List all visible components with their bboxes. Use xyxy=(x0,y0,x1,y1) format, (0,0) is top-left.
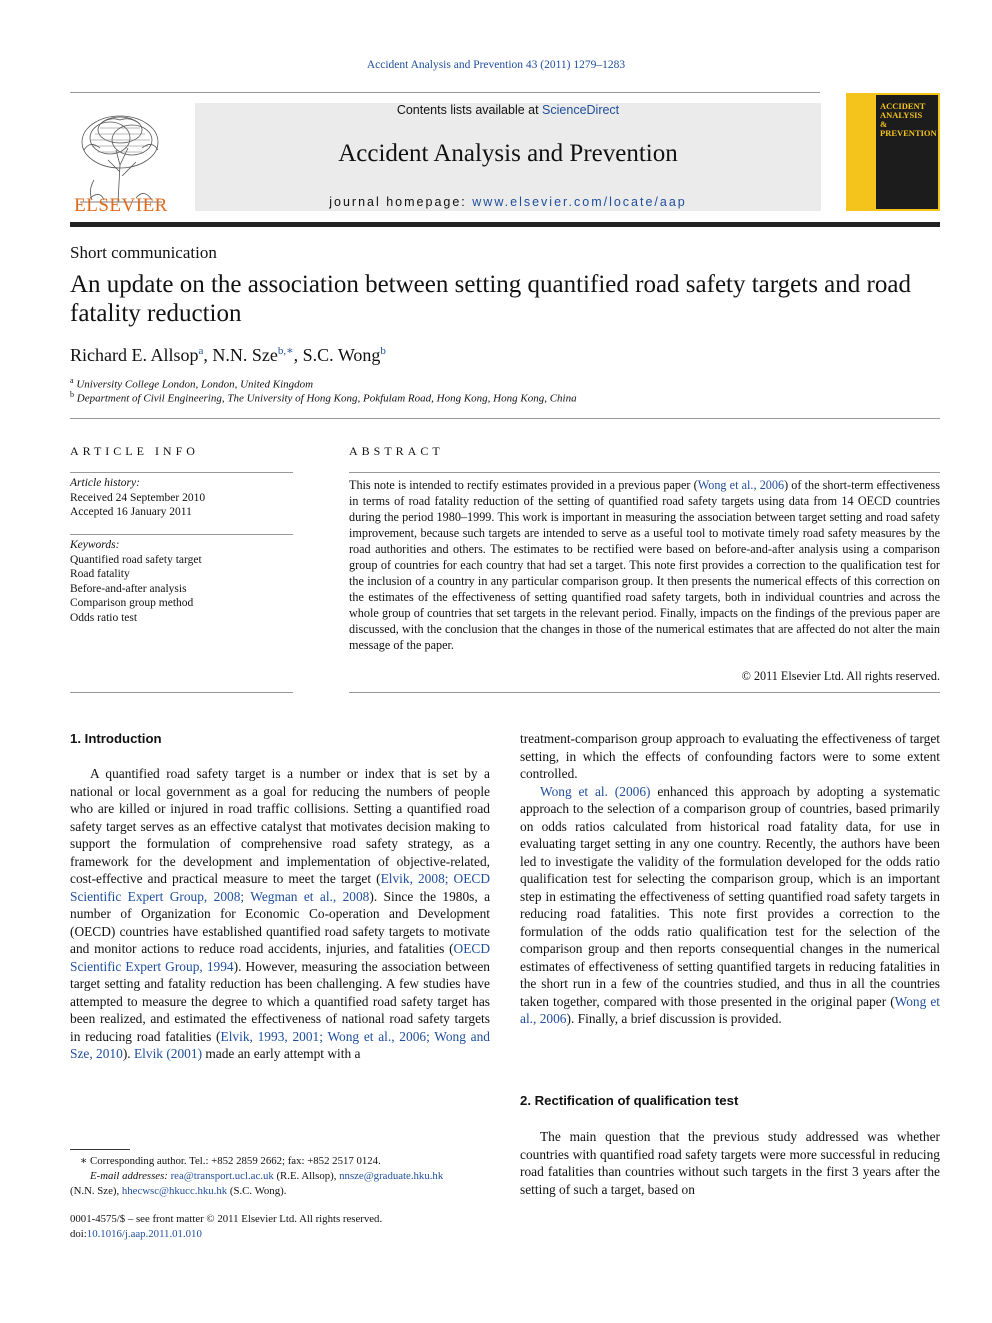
citation-link[interactable]: OECD Scientific Expert Group, 1994 xyxy=(70,941,490,974)
email-owner: (S.C. Wong). xyxy=(227,1185,287,1197)
citation-link[interactable]: Elvik, 2008; OECD Scientific Expert Group, 2008; Wegman et al., 2008 xyxy=(70,871,490,904)
text-run: ). xyxy=(122,1046,134,1061)
email-owner: (N.N. Sze), xyxy=(70,1185,122,1197)
paragraph: treatment-comparison group approach to evaluating the effectiveness of target setting, in which the effects of confounding factors were to some extent controlled. xyxy=(520,731,940,781)
abstract-heading: ABSTRACT xyxy=(349,444,444,458)
abstract-rule xyxy=(349,472,940,473)
section2-body xyxy=(520,1128,940,1198)
abstract-part: ) of the short-term effectiveness in terms of road fatality reduction of the setting of quantified road safety targets using data from 14 OECD countries during the period 1980–1999. This work is important in measuring the association between target setting and road safety improvement, because such targets are intended to serve as a useful tool to motivate timely road safety measures by the road authorities and others. The estimates to be rectified were based on before-and-after analysis using a comparison group of countries for each country that had set a target. This note first provides a correction to the qualification test for the inclusion of a country in any particular comparison group. It then presents the numerical effects of this correction on the estimates of the effectiveness of setting quantified road safety targets, both in individual countries and across the whole group of countries that set targets in the relevant period. Finally, impacts on the findings of the previous paper are discussed, with the conclusion that the changes in those of the numerical estimates that are affected do not alter the main message of the paper. xyxy=(349,478,941,652)
paragraph xyxy=(70,765,490,1063)
author-separator: , xyxy=(203,345,213,365)
sciencedirect-link[interactable]: ScienceDirect xyxy=(542,103,620,117)
author-affiliation-mark[interactable]: b xyxy=(380,345,386,357)
doi-label: doi: xyxy=(70,1228,87,1240)
footnote-star: ∗ xyxy=(80,1155,88,1167)
text-run: A quantified road safety target is a number or index that is set by a national or local government as a goal for reducing the numbers of people who are killed or injured in road traffic collisions. Setting a quantified road safety target serves as an effective catalyst that motivates decision making to support the formulation of comprehensive road safety strategy, as a framework for the development and implementation of objective-related, cost-effective and practical measure to meet the target ( xyxy=(70,766,490,886)
affiliation-mark: b xyxy=(70,390,74,399)
affiliation-mark: a xyxy=(70,376,74,385)
article-type: Short communication xyxy=(70,243,217,262)
author-name: Richard E. Allsop xyxy=(70,345,199,365)
affiliation-b xyxy=(70,390,577,405)
author-separator: , xyxy=(293,345,303,365)
abstract-part: This note is intended to rectify estimates provided in a previous paper ( xyxy=(349,478,698,492)
section-heading-rectification: 2. Rectification of qualification test xyxy=(520,1093,739,1108)
keyword-item: Comparison group method xyxy=(70,597,194,609)
citation-link[interactable]: Wong et al. (2006) xyxy=(540,783,651,799)
history-label: Article history: xyxy=(70,477,140,489)
affiliation-text: University College London, London, United Kingdom xyxy=(76,378,314,391)
keywords-block xyxy=(70,538,293,625)
text-run: ). However, measuring the association between target setting and fatality reduction has been challenging. A few studies have attempted to measure the degree to which a quantified road safety target has been realized, and estimated the effectiveness of national road safety targets in reducing road fatalities ( xyxy=(70,958,490,1044)
corresponding-author-note xyxy=(70,1154,490,1169)
homepage-label: journal homepage: xyxy=(329,195,473,209)
email-link[interactable]: rea@transport.ucl.ac.uk xyxy=(170,1170,274,1182)
journal-homepage xyxy=(195,195,821,209)
keywords-label: Keywords: xyxy=(70,539,120,551)
article-title: An update on the association between setting quantified road safety targets and road fatality reduction xyxy=(70,271,911,327)
abstract-bottom-rule xyxy=(349,692,940,693)
right-column-body xyxy=(520,730,940,1028)
citation-link[interactable]: Wong et al., 2006 xyxy=(697,478,785,492)
header-thick-rule xyxy=(70,222,940,227)
keyword-item: Odds ratio test xyxy=(70,611,138,624)
footnote xyxy=(70,1154,490,1199)
citation-link[interactable]: Elvik (2001) xyxy=(133,1046,203,1061)
elsevier-wordmark: ELSEVIER xyxy=(74,195,168,216)
journal-title: Accident Analysis and Prevention xyxy=(338,140,678,167)
citation-link[interactable]: Wong et al., 2006 xyxy=(520,993,940,1026)
keyword-item: Before-and-after analysis xyxy=(70,582,187,595)
email-line-2 xyxy=(70,1184,490,1199)
article-info-rule xyxy=(70,472,293,473)
author-name: S.C. Wong xyxy=(302,345,381,365)
citation-link[interactable]: Elvik, 1993, 2001; Wong et al., 2006; Wong and Sze, 2010 xyxy=(70,1028,490,1061)
author-name: N.N. Sze xyxy=(212,345,278,365)
journal-cover[interactable] xyxy=(846,93,940,211)
text-run: enhanced this approach by adopting a systematic approach to the selection of a comparison group of countries, based primarily on odds ratios calculated from historical road fatality data, for use in evaluating target setting in any one country. Recently, the authors have been led to investigate the validity of the formulation developed for the odds ratio qualification test for selecting the comparison group, which is an important step in estimating the effectiveness of setting quantified road safety targets in reducing road fatalities. This note first provides a correction to the formulation of the odds ratio qualification test for the selection of the comparison group and then reports consequential changes in the numerical estimates of effectiveness of setting quantified targets in reducing fatalities in the short run in a few of the countries studied, and thus in all the countries taken together, compared with those presented in the original paper ( xyxy=(520,783,940,1009)
contents-prefix: Contents lists available at xyxy=(396,103,543,117)
email-link[interactable]: hhecwsc@hkucc.hku.hk xyxy=(121,1185,228,1197)
contents-line xyxy=(195,103,821,117)
footnote-rule xyxy=(70,1149,130,1150)
affiliation-a xyxy=(70,376,313,391)
keyword-item: Quantified road safety target xyxy=(70,553,202,566)
text-run: ). Since the 1980s, a number of Organization for Economic Co-operation and Development (OECD) countries have established quantified road safety targets to motivate and monitor actions to reduce road accidents, injuries, and fatalities ( xyxy=(70,888,491,956)
author-affiliation-mark[interactable]: b,∗ xyxy=(277,345,294,357)
author-affiliation-mark[interactable]: a xyxy=(198,345,204,357)
issn-block xyxy=(70,1212,382,1242)
email-owner: (R.E. Allsop), xyxy=(273,1170,340,1182)
paragraph xyxy=(520,783,940,1028)
article-history xyxy=(70,476,293,520)
title-divider xyxy=(70,418,940,419)
doi-line xyxy=(70,1227,382,1242)
email-link[interactable]: nnsze@graduate.hku.hk xyxy=(339,1170,444,1182)
affiliation-text: Department of Civil Engineering, The University of Hong Kong, Pokfulam Road, Hong Kong, Hong Kong, China xyxy=(76,392,577,405)
abstract-text xyxy=(349,477,940,653)
received-date: Received 24 September 2010 xyxy=(70,491,206,504)
text-run: made an early attempt with a xyxy=(202,1046,361,1061)
text-run: ). Finally, a brief discussion is provided. xyxy=(566,1011,782,1026)
front-matter-line: 0001-4575/$ – see front matter © 2011 Elsevier Ltd. All rights reserved. xyxy=(70,1213,383,1225)
abstract-copyright: © 2011 Elsevier Ltd. All rights reserved. xyxy=(741,669,940,683)
accepted-date: Accepted 16 January 2011 xyxy=(70,506,192,518)
article-info-bottom-rule xyxy=(70,692,293,693)
doi-link[interactable]: 10.1016/j.aap.2011.01.010 xyxy=(86,1228,202,1240)
article-info-heading: ARTICLE INFO xyxy=(70,444,199,458)
cover-title: ACCIDENT ANALYSIS & PREVENTION xyxy=(880,101,937,138)
author-list xyxy=(70,344,386,366)
paragraph: The main question that the previous study addressed was whether countries with quantified road safety targets were more successful in reducing road fatalities than countries without such targets in the first 3 years after the setting of such a target, based on xyxy=(520,1129,940,1197)
header-divider xyxy=(70,92,820,93)
footnote-text: Corresponding author. Tel.: +852 2859 2662; fax: +852 2517 0124. xyxy=(90,1155,381,1167)
keyword-item: Road fatality xyxy=(70,568,130,580)
keywords-rule xyxy=(70,534,293,535)
email-line xyxy=(70,1169,490,1184)
email-label: E-mail addresses: xyxy=(90,1170,171,1182)
journal-citation[interactable]: Accident Analysis and Prevention 43 (2011) 1279–1283 xyxy=(366,59,626,71)
homepage-link[interactable]: www.elsevier.com/locate/aap xyxy=(472,195,687,209)
section-heading-introduction: 1. Introduction xyxy=(70,731,162,746)
introduction-body xyxy=(70,765,490,1063)
